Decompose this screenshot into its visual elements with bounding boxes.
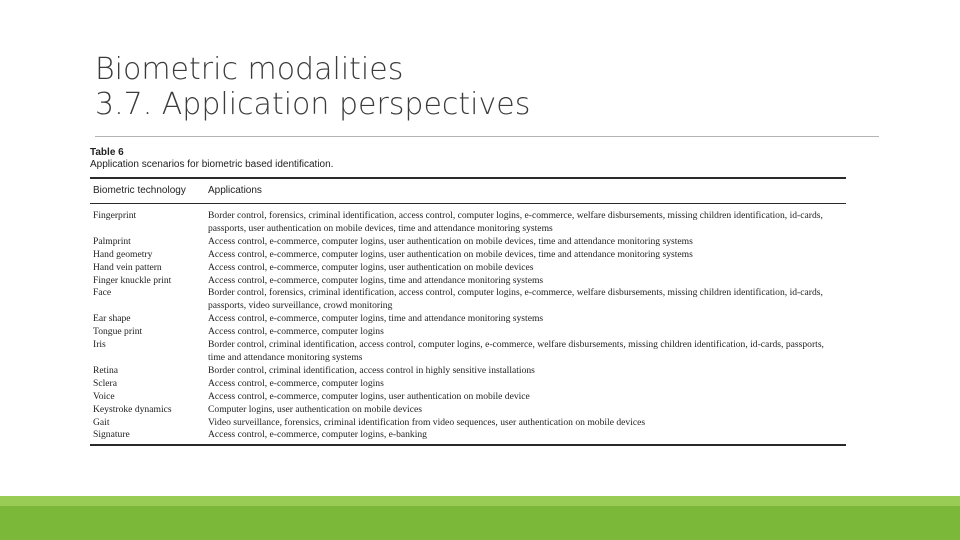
row-applications: Access control, e-commerce, computer logins, user authentication on mobile devices, time and attendance monitoring systems [208, 248, 693, 260]
table-row [90, 404, 846, 417]
row-technology: Retina [93, 364, 119, 376]
table-row [90, 313, 846, 326]
table-row [90, 275, 846, 288]
table-figure [90, 147, 846, 446]
column-header-applications: Applications [208, 185, 262, 196]
row-applications: Computer logins, user authentication on mobile devices [208, 403, 422, 415]
row-applications: Border control, criminal identification, access control, computer logins, e-commerce, welfare disbursements, missing children identification, id-cards, passports, time and attendance monitoring systems [208, 339, 824, 363]
title-divider [95, 136, 879, 137]
row-technology: Fingerprint [93, 210, 137, 221]
table-caption: Application scenarios for biometric based identification. [90, 159, 334, 170]
footer-band [0, 496, 960, 540]
row-technology: Gait [93, 416, 110, 428]
row-technology: Sclera [93, 377, 117, 389]
table-row [90, 210, 846, 236]
table-row [90, 417, 846, 430]
row-applications: Border control, forensics, criminal identification, access control, computer logins, e-commerce, welfare disbursements, missing children identification, id-cards, passports, user authentication on mobile devices, time and attendance monitoring systems [208, 210, 823, 234]
table-row [90, 262, 846, 275]
table-row [90, 378, 846, 391]
row-technology: Tongue print [93, 326, 143, 338]
row-technology: Finger knuckle print [93, 274, 172, 286]
row-technology: Ear shape [93, 313, 131, 325]
row-applications: Access control, e-commerce, computer logins [208, 326, 384, 338]
footer-band-highlight [0, 496, 960, 506]
row-applications: Access control, e-commerce, computer logins, user authentication on mobile devices [208, 261, 534, 273]
row-technology: Iris [93, 339, 106, 351]
row-applications: Video surveillance, forensics, criminal identification from video sequences, user authentication on mobile devices [208, 416, 646, 428]
table-label: Table 6 [90, 147, 124, 158]
row-technology: Hand geometry [93, 248, 153, 260]
column-header-technology: Biometric technology [93, 185, 186, 196]
row-technology: Voice [93, 390, 115, 402]
table-row [90, 326, 846, 339]
table-body [90, 204, 846, 444]
table-row [90, 249, 846, 262]
row-applications: Access control, e-commerce, computer logins, time and attendance monitoring systems [208, 274, 544, 286]
row-technology: Keystroke dynamics [93, 403, 172, 415]
row-technology: Face [93, 287, 112, 299]
row-applications: Border control, forensics, criminal identification, access control, computer logins, e-commerce, welfare disbursements, missing children identification, id-cards, passports, video surveillance, crowd monitoring [208, 287, 823, 312]
table-row [90, 429, 846, 442]
table-row [90, 236, 846, 249]
table-row [90, 339, 846, 365]
row-technology: Hand vein pattern [93, 261, 162, 273]
row-applications: Access control, e-commerce, computer logins, user authentication on mobile device [208, 390, 530, 402]
table-bottom-rule [90, 444, 846, 446]
row-technology: Signature [93, 429, 130, 441]
table-header-row [90, 179, 846, 203]
row-applications: Access control, e-commerce, computer logins, e-banking [208, 429, 427, 441]
slide-title [95, 52, 875, 122]
table-row [90, 287, 846, 313]
row-technology: Palmprint [93, 235, 131, 247]
slide-title-line-1: Biometric modalities [95, 52, 404, 87]
row-applications: Access control, e-commerce, computer logins, user authentication on mobile devices, time and attendance monitoring systems [208, 235, 693, 247]
table-row [90, 391, 846, 404]
table-row [90, 365, 846, 378]
row-applications: Border control, criminal identification, access control in highly sensitive installations [208, 364, 535, 376]
row-applications: Access control, e-commerce, computer logins [208, 377, 384, 389]
slide-title-line-2: 3.7. Application perspectives [95, 87, 531, 122]
row-applications: Access control, e-commerce, computer logins, time and attendance monitoring systems [208, 313, 544, 325]
